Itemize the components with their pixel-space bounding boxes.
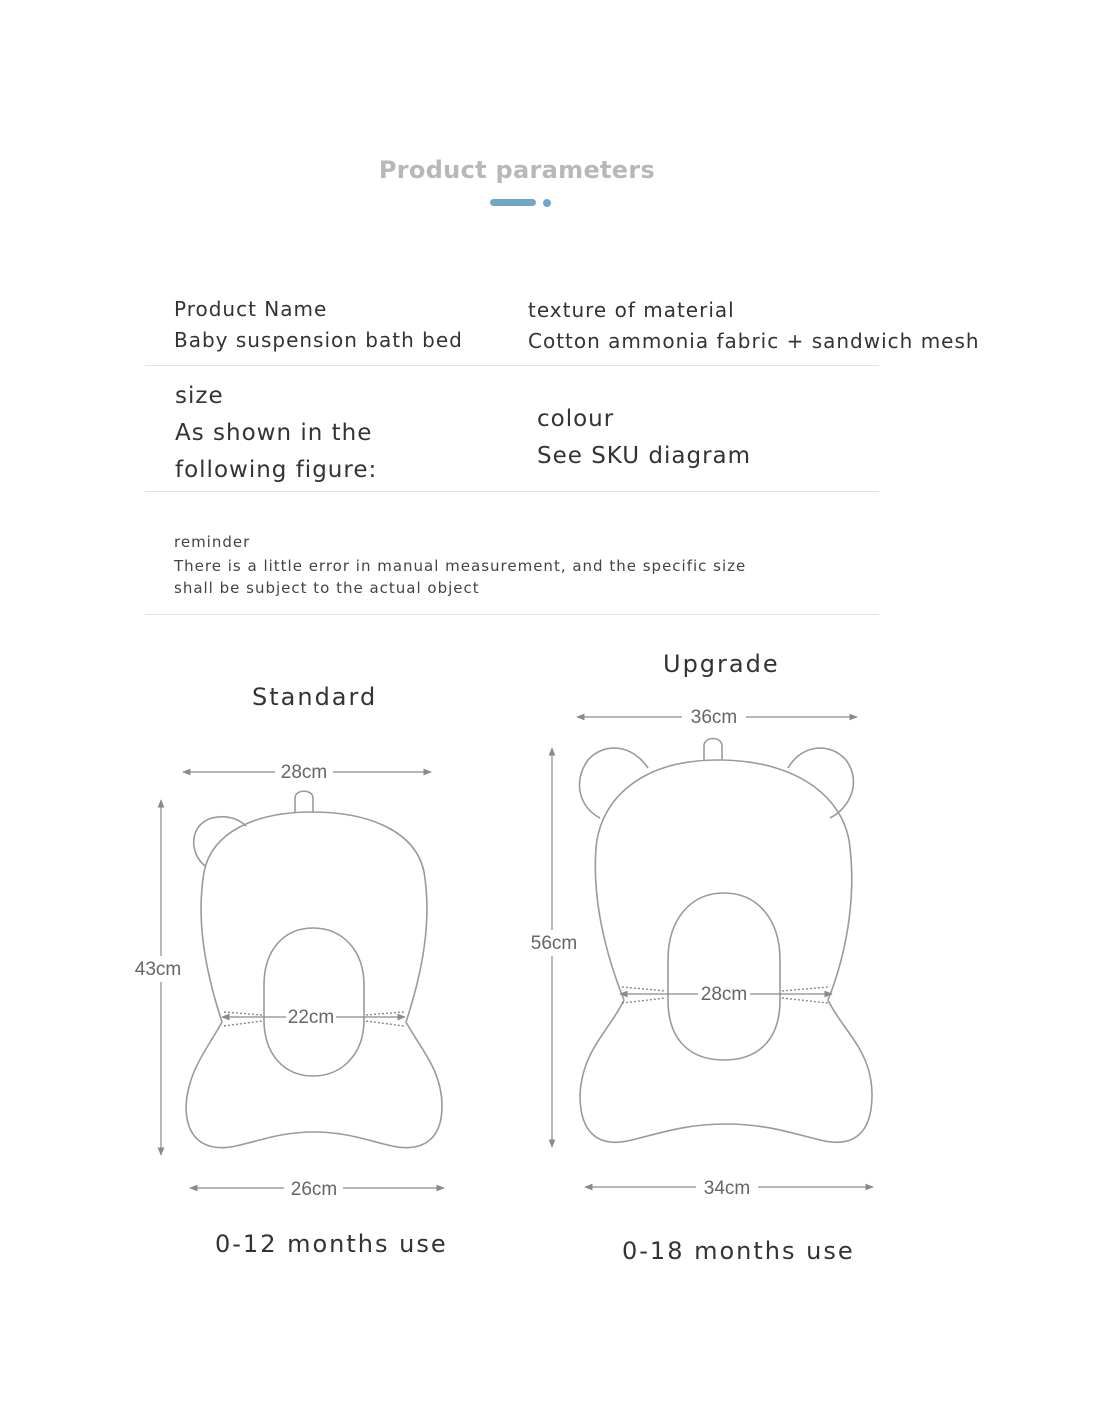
- upgrade-bed-outline: [580, 760, 872, 1142]
- colour-label: colour: [537, 406, 615, 432]
- upgrade-inner-opening: [668, 893, 780, 1060]
- standard-top-width: 28cm: [280, 762, 328, 783]
- upgrade-bottom-width: 34cm: [703, 1178, 751, 1199]
- standard-bed-outline: [186, 812, 442, 1148]
- standard-diagram: [132, 762, 444, 1200]
- upgrade-waist: 28cm: [700, 984, 748, 1005]
- upgrade-height: 56cm: [530, 933, 578, 954]
- upgrade-right-ear-outline: [788, 748, 853, 818]
- standard-waist: 22cm: [287, 1007, 335, 1028]
- upgrade-usage: 0-18 months use: [622, 1237, 855, 1265]
- standard-strap-left: [224, 1012, 262, 1026]
- upgrade-diagram: [526, 707, 873, 1199]
- standard-usage: 0-12 months use: [215, 1230, 448, 1258]
- standard-height: 43cm: [134, 959, 182, 980]
- colour-value: See SKU diagram: [537, 442, 752, 469]
- size-value-line2: following figure:: [175, 456, 378, 483]
- reminder-text: There is a little error in manual measurement, and the specific size shall be subject to the actual object: [174, 557, 747, 597]
- standard-handle-outline: [295, 791, 313, 812]
- material-value: Cotton ammonia fabric + sandwich mesh: [528, 329, 980, 353]
- size-label: size: [175, 383, 224, 409]
- product-name-label: Product Name: [174, 297, 328, 321]
- reminder-label: reminder: [174, 533, 251, 551]
- product-name-value: Baby suspension bath bed: [174, 328, 463, 352]
- size-value-line1: As shown in the: [175, 419, 373, 446]
- page-title: Product parameters: [378, 156, 656, 184]
- upgrade-model-label: Upgrade: [663, 650, 780, 678]
- upgrade-left-ear-outline: [579, 748, 648, 818]
- standard-strap-right: [366, 1012, 404, 1026]
- upgrade-top-width: 36cm: [690, 707, 738, 728]
- upgrade-strap-right: [782, 987, 828, 1003]
- material-label: texture of material: [528, 298, 735, 322]
- upgrade-handle-outline: [704, 739, 722, 761]
- upgrade-strap-left: [622, 987, 666, 1003]
- standard-model-label: Standard: [252, 683, 378, 711]
- standard-inner-opening: [264, 928, 364, 1076]
- standard-bottom-width: 26cm: [290, 1179, 338, 1200]
